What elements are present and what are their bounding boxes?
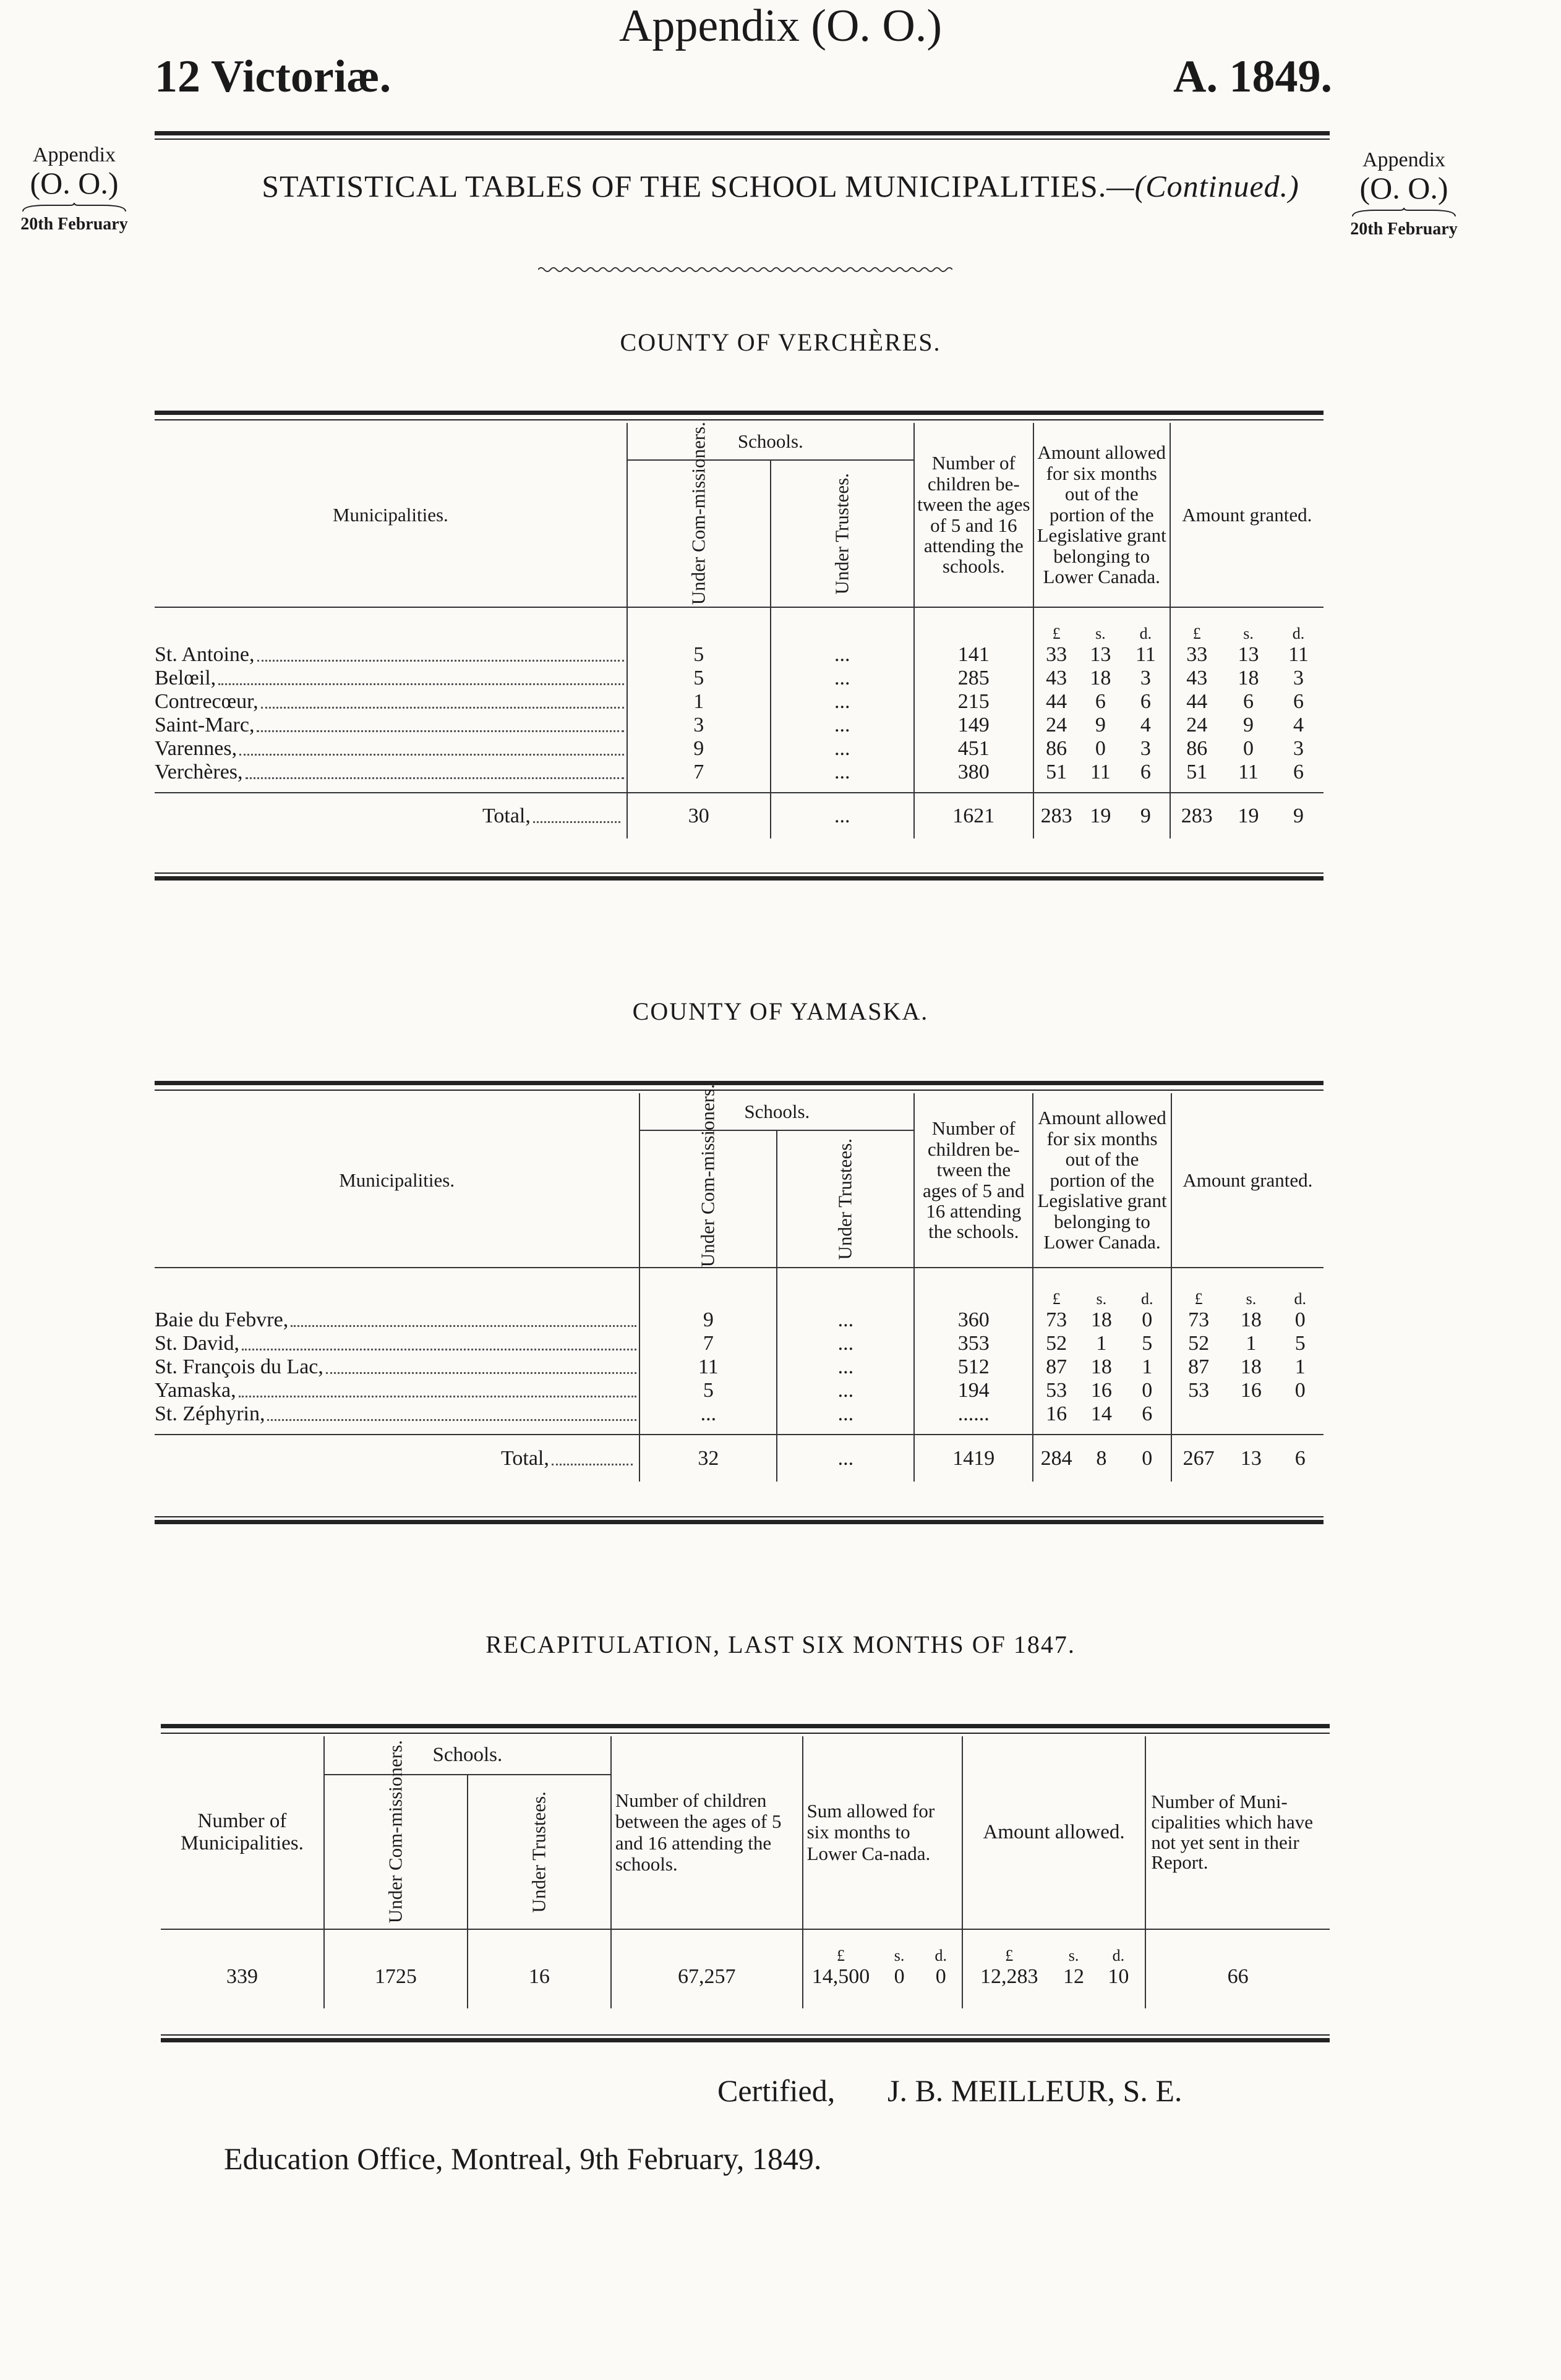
cell-allowed-shillings: 16 [1090, 1379, 1112, 1402]
municipality-label: St. Zéphyrin, [155, 1402, 265, 1425]
cell-trustees: ... [771, 690, 914, 714]
municipality-label: Yamaska, [155, 1379, 236, 1402]
table-top-rule-thin [161, 1733, 1330, 1734]
header-under-trustees: Under Trustees. [468, 1775, 611, 1929]
cell-granted-pence: 5 [1294, 1332, 1306, 1355]
cell-commissioners: 5 [627, 643, 771, 667]
cell-granted-shillings: 13 [1238, 643, 1259, 666]
total-allowed-pounds: 283 [1033, 793, 1079, 838]
recap-amount-shillings: 12 [1063, 1965, 1085, 1988]
table-row [155, 690, 1324, 714]
total-comm: 30 [627, 793, 771, 838]
margin-note-left: Appendix (O. O.) 20th February [20, 143, 128, 234]
total-granted-shillings: 13 [1240, 1446, 1262, 1470]
total-children: 1419 [914, 1435, 1033, 1482]
municipality-label: St. François du Lac, [155, 1355, 323, 1378]
brace-icon [1351, 208, 1456, 218]
municipality-name [155, 714, 627, 737]
table-row [155, 1332, 1324, 1355]
unit-shilling: s. [1096, 1290, 1107, 1308]
cell-granted-pence: 4 [1293, 714, 1304, 736]
recap-amount-pence: 10 [1108, 1965, 1129, 1988]
cell-allowed-pounds: 44 [1033, 690, 1079, 714]
total-allowed-shillings: 19 [1090, 804, 1111, 827]
cell-granted-pence: 6 [1293, 761, 1304, 783]
header-rule-thin [155, 139, 1330, 140]
section-title-yamaska: COUNTY OF YAMASKA. [632, 997, 929, 1025]
header-amount-granted: Amount granted. [1171, 1093, 1324, 1268]
vercheres-rows [155, 643, 1324, 784]
brace-icon [22, 203, 127, 213]
cell-granted-shillings: 9 [1243, 714, 1254, 736]
header-schools: Schools. [639, 1093, 914, 1130]
cell-allowed-pounds: 43 [1033, 667, 1079, 690]
total-allowed-pence: 9 [1140, 804, 1151, 827]
municipality-name [155, 690, 627, 714]
municipality-label: St. Antoine, [155, 643, 255, 666]
cell-granted-pounds [1171, 1402, 1226, 1426]
recap-row [161, 1965, 1330, 2008]
cell-children: ...... [914, 1402, 1033, 1426]
municipality-name [155, 1308, 639, 1332]
recap-trust: 16 [468, 1965, 611, 2008]
municipality-label: St. David, [155, 1332, 239, 1355]
total-granted-shillings: 19 [1238, 804, 1259, 827]
municipality-name [155, 761, 627, 784]
unit-pound: £ [962, 1929, 1056, 1965]
cell-children: 353 [914, 1332, 1033, 1355]
cell-allowed-shillings: 11 [1090, 761, 1111, 783]
total-label: Total, [155, 1435, 639, 1482]
unit-pence: d. [1292, 625, 1305, 642]
cell-children: 194 [914, 1379, 1033, 1402]
recap-sum-pounds: 14,500 [803, 1965, 879, 2008]
table-row [155, 714, 1324, 737]
cell-allowed-pounds: 86 [1033, 737, 1079, 761]
cell-allowed-pounds: 24 [1033, 714, 1079, 737]
table-row [155, 1379, 1324, 1402]
cell-allowed-pounds: 52 [1033, 1332, 1079, 1355]
cell-granted-pounds: 86 [1170, 737, 1223, 761]
cell-granted-shillings: 1 [1246, 1332, 1257, 1355]
cell-allowed-pence: 3 [1140, 667, 1151, 689]
total-allowed-shillings: 8 [1096, 1446, 1107, 1470]
table-yamaska [155, 1084, 1324, 1482]
cell-trustees: ... [777, 1379, 914, 1402]
cell-allowed-pence: 1 [1142, 1355, 1153, 1378]
cell-granted-pounds: 43 [1170, 667, 1223, 690]
municipality-name [155, 737, 627, 761]
municipality-name [155, 1402, 639, 1426]
cell-granted-pence [1277, 1402, 1324, 1426]
header-under-trustees: Under Trustees. [777, 1130, 914, 1268]
unit-pence: d. [1294, 1290, 1306, 1308]
header-not-sent: Number of Muni-cipalities which have not yet sent in their Report. [1145, 1736, 1330, 1929]
unit-pound: £ [1033, 607, 1079, 643]
total-allowed-pence: 0 [1142, 1446, 1153, 1470]
cell-allowed-pence: 3 [1140, 737, 1151, 760]
unit-pound: £ [1170, 607, 1223, 643]
cell-commissioners: 1 [627, 690, 771, 714]
header-under-trustees: Under Trustees. [771, 460, 914, 607]
cell-trustees: ... [771, 761, 914, 784]
municipality-label: Contrecœur, [155, 690, 259, 713]
cell-children: 285 [914, 667, 1033, 690]
table-top-rule [155, 1081, 1324, 1085]
cell-allowed-shillings: 18 [1090, 1355, 1112, 1378]
cell-allowed-pence: 6 [1140, 761, 1151, 783]
header-schools: Schools. [627, 423, 914, 460]
header-municipalities: Municipalities. [332, 503, 448, 526]
recap-amount-pounds: 12,283 [962, 1965, 1056, 2008]
cell-commissioners: 9 [627, 737, 771, 761]
header-amount-granted: Amount granted. [1170, 423, 1324, 607]
municipality-label: Verchères, [155, 761, 243, 783]
total-label: Total, [155, 793, 627, 838]
recap-sum-shillings: 0 [894, 1965, 905, 1988]
table-row [155, 737, 1324, 761]
cell-granted-pounds: 24 [1170, 714, 1223, 737]
header-center: Appendix (O. O.) [618, 1, 942, 51]
table-bottom-rule-thin [155, 1516, 1324, 1517]
header-sum-allowed: Sum allowed for six months to Lower Ca-nada. [803, 1736, 962, 1929]
municipality-name [155, 1379, 639, 1402]
header-rule [155, 131, 1330, 135]
page-subtitle: STATISTICAL TABLES OF THE SCHOOL MUNICIPALITIES.—(Continued.) [262, 169, 1299, 203]
total-comm: 32 [639, 1435, 777, 1482]
total-granted-pence: 6 [1294, 1446, 1306, 1470]
table-recap [161, 1736, 1330, 2008]
table-top-rule-thin [155, 1090, 1324, 1091]
signature: J. B. MEILLEUR, S. E. [887, 2073, 1183, 2108]
cell-allowed-pounds: 16 [1033, 1402, 1079, 1426]
unit-shilling: s. [1068, 1947, 1079, 1964]
cell-granted-shillings: 18 [1240, 1308, 1262, 1331]
cell-granted-shillings [1225, 1402, 1277, 1426]
table-bottom-rule [161, 2038, 1330, 2042]
cell-allowed-pounds: 87 [1033, 1355, 1079, 1379]
cell-allowed-shillings: 0 [1095, 737, 1106, 760]
header-amount-allowed: Amount allowed. [962, 1736, 1146, 1929]
cell-granted-pounds: 73 [1171, 1308, 1226, 1332]
cell-allowed-pence: 11 [1135, 643, 1156, 666]
header-number-of-municipalities: Number of Municipalities. [181, 1809, 304, 1854]
header-schools: Schools. [324, 1736, 611, 1775]
cell-commissioners: 9 [639, 1308, 777, 1332]
municipality-label: Belœil, [155, 667, 216, 689]
unit-pence: d. [1140, 1290, 1153, 1308]
certified-label: Certified, [717, 2073, 836, 2108]
cell-granted-pence: 11 [1288, 643, 1309, 666]
municipality-name [155, 643, 627, 667]
total-children: 1621 [914, 793, 1033, 838]
recap-children: 67,257 [611, 1965, 803, 2008]
cell-granted-pence: 0 [1294, 1308, 1306, 1331]
section-title-vercheres: COUNTY OF VERCHÈRES. [620, 328, 941, 356]
cell-granted-shillings: 18 [1238, 667, 1259, 689]
municipality-label: Varennes, [155, 737, 237, 760]
cell-granted-pence: 3 [1293, 737, 1304, 760]
cell-allowed-pounds: 33 [1033, 643, 1079, 667]
cell-allowed-shillings: 18 [1090, 1308, 1112, 1331]
cell-commissioners: 7 [627, 761, 771, 784]
total-granted-pounds: 267 [1171, 1435, 1226, 1482]
cell-granted-pounds: 44 [1170, 690, 1223, 714]
cell-allowed-shillings: 9 [1095, 714, 1106, 736]
cell-granted-shillings: 6 [1243, 690, 1254, 713]
total-granted-pence: 9 [1293, 804, 1304, 827]
total-trust: ... [771, 793, 914, 838]
cell-granted-pounds: 53 [1171, 1379, 1226, 1402]
header-amount-allowed: Amount allowed for six months out of the portion of the Legislative grant belonging to Lower Canada. [1033, 423, 1170, 607]
unit-pence: d. [1112, 1947, 1125, 1964]
cell-allowed-pounds: 73 [1033, 1308, 1079, 1332]
municipality-label: Baie du Febvre, [155, 1308, 289, 1331]
cell-granted-pence: 3 [1293, 667, 1304, 689]
cell-allowed-pence: 0 [1142, 1379, 1153, 1402]
table-row [155, 1355, 1324, 1379]
table-bottom-rule [155, 1520, 1324, 1524]
cell-trustees: ... [777, 1402, 914, 1426]
cell-trustees: ... [771, 643, 914, 667]
yamaska-total-row [155, 1435, 1324, 1482]
header-left: 12 Victoriæ. [155, 51, 391, 102]
office-line: Education Office, Montreal, 9th February, 1849. [224, 2141, 822, 2176]
table-top-rule-thin [155, 419, 1324, 420]
cell-granted-pounds: 33 [1170, 643, 1223, 667]
municipality-name [155, 1332, 639, 1355]
cell-trustees: ... [777, 1332, 914, 1355]
cell-allowed-pence: 6 [1140, 690, 1151, 713]
cell-allowed-pounds: 53 [1033, 1379, 1079, 1402]
total-allowed-pounds: 284 [1033, 1435, 1079, 1482]
unit-shilling: s. [1246, 1290, 1257, 1308]
cell-commissioners: 7 [639, 1332, 777, 1355]
cell-children: 141 [914, 643, 1033, 667]
table-bottom-rule-thin [161, 2034, 1330, 2036]
unit-shilling: s. [1095, 625, 1106, 642]
cell-trustees: ... [777, 1308, 914, 1332]
cell-granted-pounds: 87 [1171, 1355, 1226, 1379]
cell-trustees: ... [771, 714, 914, 737]
recap-number: 339 [226, 1965, 258, 1988]
cell-children: 451 [914, 737, 1033, 761]
cell-children: 360 [914, 1308, 1033, 1332]
header-under-commissioners: Under Com-missioners. [639, 1130, 777, 1268]
table-row [155, 1402, 1324, 1426]
municipality-name [155, 667, 627, 690]
cell-children: 215 [914, 690, 1033, 714]
header-amount-allowed: Amount allowed for six months out of the portion of the Legislative grant belonging to Lower Canada. [1033, 1093, 1171, 1268]
cell-allowed-pence: 6 [1142, 1402, 1153, 1425]
cell-allowed-shillings: 14 [1090, 1402, 1112, 1425]
cell-allowed-pounds: 51 [1033, 761, 1079, 784]
cell-trustees: ... [771, 737, 914, 761]
section-title-recap: RECAPITULATION, LAST SIX MONTHS OF 1847. [485, 1631, 1076, 1658]
cell-granted-pence: 6 [1293, 690, 1304, 713]
cell-granted-pounds: 51 [1170, 761, 1223, 784]
cell-children: 380 [914, 761, 1033, 784]
cell-commissioners: 11 [639, 1355, 777, 1379]
cell-allowed-pence: 0 [1142, 1308, 1153, 1331]
unit-pence: d. [934, 1947, 947, 1964]
cell-granted-pence: 0 [1294, 1379, 1306, 1402]
vercheres-total-row [155, 793, 1324, 838]
unit-pound: £ [803, 1929, 879, 1965]
municipality-name [155, 1355, 639, 1379]
unit-pound: £ [1171, 1268, 1226, 1308]
unit-pence: d. [1139, 625, 1152, 642]
table-row [155, 1308, 1324, 1332]
cell-allowed-shillings: 13 [1090, 643, 1111, 666]
cell-allowed-shillings: 6 [1095, 690, 1106, 713]
total-trust: ... [777, 1435, 914, 1482]
header-children: Number of children be-tween the ages of 5 and 16 attending the schools. [914, 423, 1033, 607]
cell-granted-shillings: 11 [1238, 761, 1259, 783]
header-under-commissioners: Under Com-missioners. [627, 460, 771, 607]
cell-commissioners: ... [639, 1402, 777, 1426]
cell-granted-pence: 1 [1294, 1355, 1306, 1378]
table-top-rule [155, 411, 1324, 415]
wavy-divider [538, 266, 952, 273]
table-bottom-rule-thin [155, 872, 1324, 874]
cell-commissioners: 5 [639, 1379, 777, 1402]
municipality-label: Saint-Marc, [155, 714, 255, 736]
cell-allowed-shillings: 1 [1096, 1332, 1107, 1355]
recap-sum-pence: 0 [935, 1965, 946, 1988]
cell-commissioners: 3 [627, 714, 771, 737]
recap-comm: 1725 [324, 1965, 468, 2008]
table-row [155, 667, 1324, 690]
header-children: Number of children between the ages of 5 and 16 attending the schools. [611, 1736, 803, 1929]
header-right: A. 1849. [1173, 51, 1332, 102]
unit-shilling: s. [1243, 625, 1254, 642]
yamaska-rows [155, 1308, 1324, 1426]
header-municipalities: Municipalities. [339, 1169, 455, 1191]
total-granted-pounds: 283 [1170, 793, 1223, 838]
cell-commissioners: 5 [627, 667, 771, 690]
table-vercheres [155, 423, 1324, 838]
cell-children: 512 [914, 1355, 1033, 1379]
recap-not-sent: 66 [1145, 1965, 1330, 2008]
cell-trustees: ... [777, 1355, 914, 1379]
cell-granted-shillings: 16 [1240, 1379, 1262, 1402]
table-top-rule [161, 1724, 1330, 1728]
cell-children: 149 [914, 714, 1033, 737]
cell-granted-shillings: 18 [1240, 1355, 1262, 1378]
unit-pound: £ [1033, 1268, 1079, 1308]
table-row [155, 761, 1324, 784]
cell-trustees: ... [771, 667, 914, 690]
unit-shilling: s. [894, 1947, 905, 1964]
table-bottom-rule [155, 876, 1324, 881]
cell-granted-shillings: 0 [1243, 737, 1254, 760]
cell-granted-pounds: 52 [1171, 1332, 1226, 1355]
header-under-commissioners: Under Com-missioners. [324, 1775, 468, 1929]
table-row [155, 643, 1324, 667]
cell-allowed-pence: 5 [1142, 1332, 1153, 1355]
cell-allowed-pence: 4 [1140, 714, 1151, 736]
header-children: Number of children be-tween the ages of 5 and 16 attending the schools. [914, 1093, 1033, 1268]
cell-allowed-shillings: 18 [1090, 667, 1111, 689]
margin-note-right: Appendix (O. O.) 20th February [1350, 148, 1458, 239]
